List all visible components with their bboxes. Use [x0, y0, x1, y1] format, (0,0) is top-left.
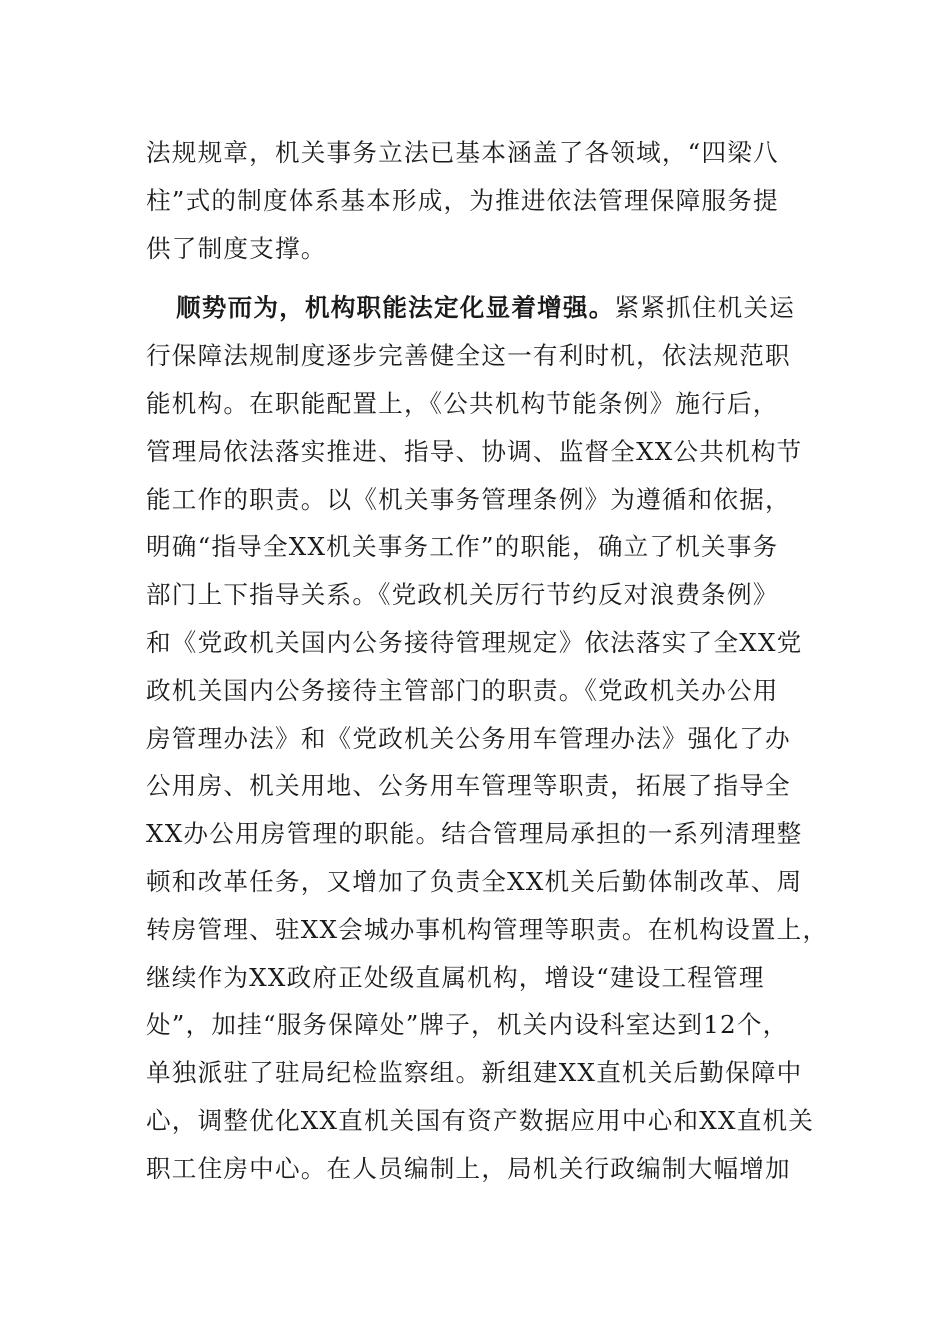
- text-line: 供了制度支撑。: [146, 233, 327, 263]
- text-line: 职工住房中心。在人员编制上，局机关行政编制大幅增加: [146, 1153, 791, 1183]
- paragraph-heading: 顺势而为，机构职能法定化显着增强。: [176, 293, 615, 323]
- paragraph-2: [146, 284, 836, 1192]
- text-line: 转房管理、驻XX会城办事机构管理等职责。在机构设置上，: [146, 914, 829, 944]
- document-body: [146, 129, 836, 1193]
- text-line: 能机构。在职能配置上，《公共机构节能条例》施行后，: [146, 388, 779, 418]
- text-line: 部门上下指导关系。《党政机关厉行节约反对浪费条例》: [146, 580, 779, 610]
- text-line: 能工作的职责。以《机关事务管理条例》为遵循和依据，: [146, 484, 791, 514]
- text-line: 房管理办法》和《党政机关公务用车管理办法》强化了办: [146, 723, 791, 753]
- paragraph-1: [146, 129, 836, 272]
- text-line: 政机关国内公务接待主管部门的职责。《党政机关办公用: [146, 675, 779, 705]
- text-line: 处”，加挂“服务保障处”牌子，机关内设科室达到12个，: [146, 1010, 789, 1040]
- text-line: 管理局依法落实推进、指导、协调、监督全XX公共机构节: [146, 436, 803, 466]
- text-line: 顿和改革任务，又增加了负责全XX机关后勤体制改革、周: [146, 866, 803, 896]
- text-line: 法规规章，机关事务立法已基本涵盖了各领域，“四梁八: [146, 138, 779, 167]
- text-line: [146, 284, 836, 332]
- text-line: 明确“指导全XX机关事务工作”的职能，确立了机关事务: [146, 532, 779, 562]
- text-line: 单独派驻了驻局纪检监察组。新组建XX直机关后勤保障中: [146, 1058, 803, 1088]
- text-line: 行保障法规制度逐步完善健全这一有利时机，依法规范职: [146, 341, 791, 371]
- text-line: 柱”式的制度体系基本形成，为推进依法管理保障服务提: [146, 185, 779, 215]
- text-run: 紧紧抓住机关运: [614, 293, 796, 323]
- text-line: XX办公用房管理的职能。结合管理局承担的一系列清理整: [146, 819, 803, 849]
- text-line: 继续作为XX政府正处级直属机构，增设“建设工程管理: [146, 962, 765, 992]
- text-line: 公用房、机关用地、公务用车管理等职责，拓展了指导全: [146, 771, 791, 801]
- text-line: 和《党政机关国内公务接待管理规定》依法落实了全XX党: [146, 627, 803, 657]
- text-line: 心，调整优化XX直机关国有资产数据应用中心和XX直机关: [146, 1105, 815, 1135]
